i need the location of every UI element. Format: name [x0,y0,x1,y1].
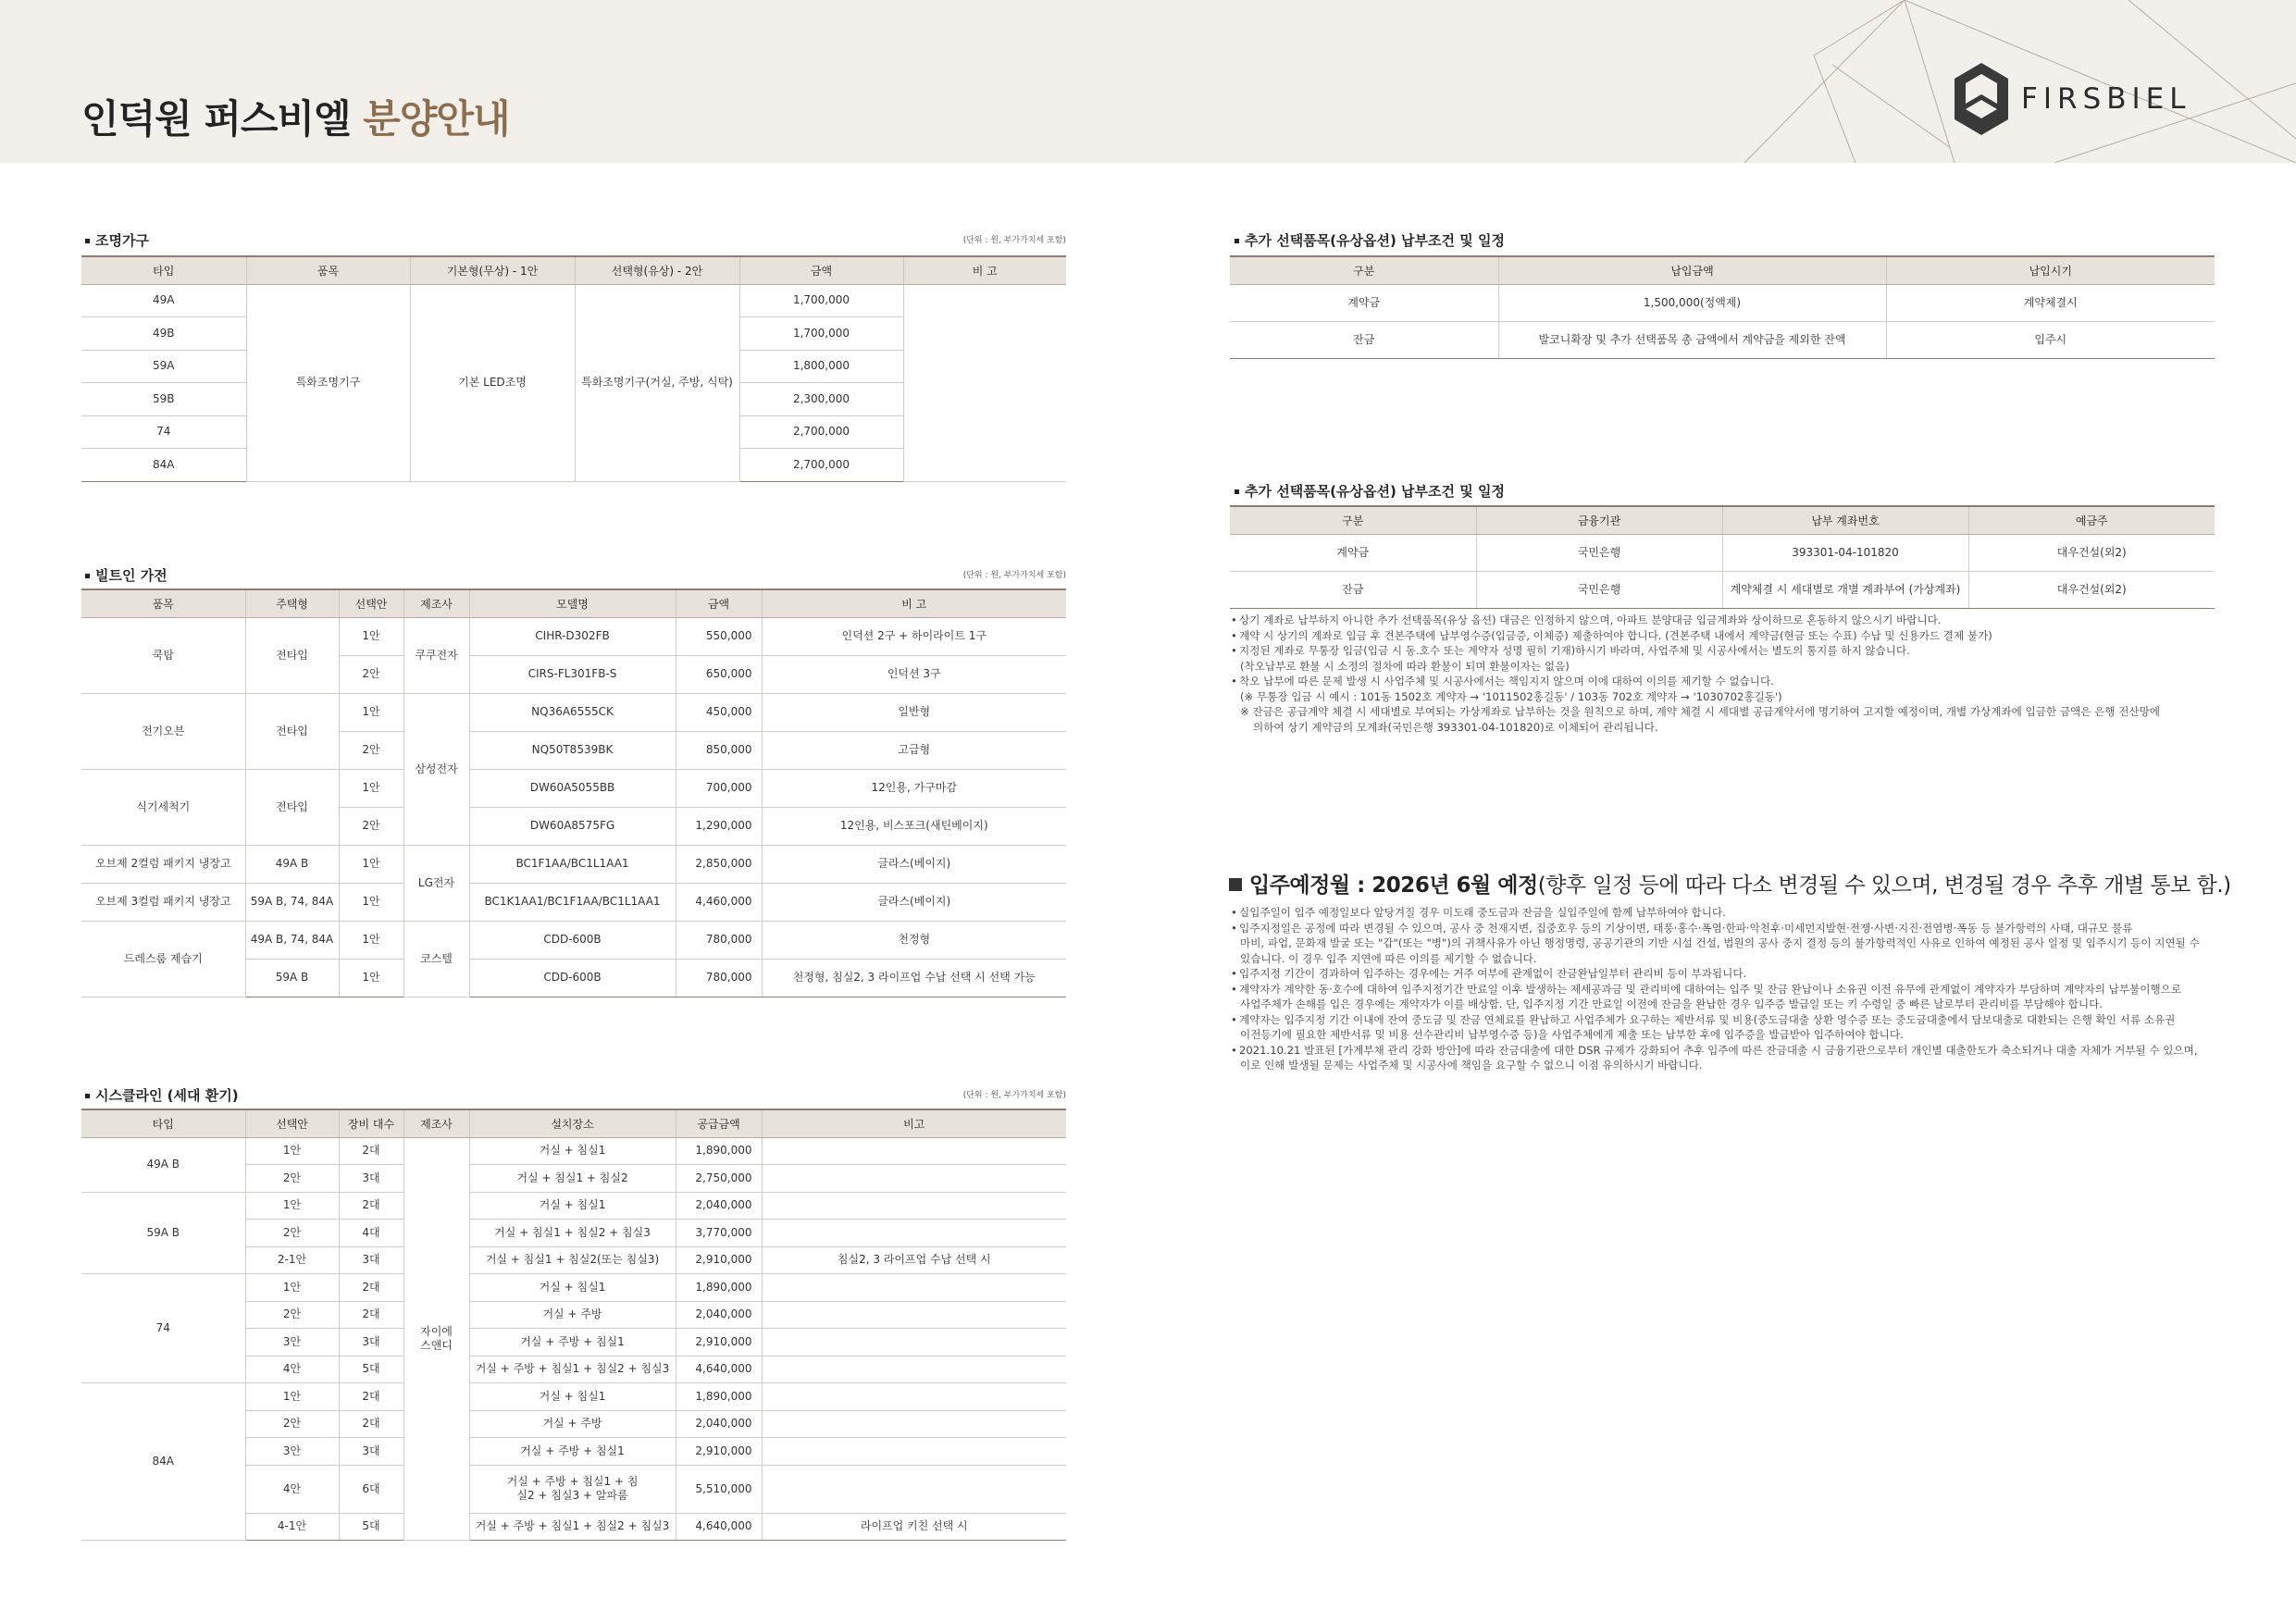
price-cell: 2,910,000 [676,1246,762,1273]
note-cell [762,1164,1066,1192]
model-cell: DW60A5055BB [469,769,676,807]
price-cell: 450,000 [676,693,762,731]
note-item: • 계약자가 계약한 동·호수에 대하여 입주지정기간 만료일 이후 발생하는 제세공과금 및 관리비에 대하여는 입주 및 잔금 완납이나 소유권 이전 유무에 관계없이 계약자가 부담하며 계약자의 납부불이행으로 [1231,982,2215,997]
builtin-table [81,588,1066,997]
price-cell: 2,300,000 [739,382,903,415]
option-cell: 2-1안 [245,1246,339,1273]
price-cell: 2,700,000 [739,415,903,448]
movein-notes [1231,905,2215,1073]
housing-cell: 59A B [245,959,339,997]
note-item: ※ 잔금은 공급계약 체결 시 세대별로 부여되는 가상계좌로 납부하는 것을 원칙으로 하며, 계약 체결 시 세대별 공급계약서에 명기하여 고지할 예정이며, 개별 가상계좌에 입금한 금액은 은행 전산망에 [1240,705,2160,718]
table-header-row [81,589,1066,617]
place-cell: 거실 + 주방 + 침실1 + 침실2 + 침실3 [469,1356,676,1382]
count-cell: 2대 [339,1301,403,1328]
column-header: 선택형(유상) - 2안 [575,256,739,284]
column-header: 기본형(무상) - 1안 [410,256,575,284]
place-cell: 거실 + 주방 [469,1301,676,1328]
table-header-row [81,256,1066,284]
table-row [1230,534,2215,571]
housing-cell: 59A B, 74, 84A [245,883,339,921]
column-header: 선택안 [339,589,403,617]
column-header: 비 고 [903,256,1066,284]
option-cell: 2안 [245,1164,339,1192]
option-cell: 4안 [245,1465,339,1513]
price-cell: 2,910,000 [676,1437,762,1465]
type-cell: 84A [81,1382,245,1540]
count-cell: 4대 [339,1219,403,1246]
model-cell: CDD-600B [469,959,676,997]
type-cell: 84A [81,448,246,481]
column-header: 납부 계좌번호 [1722,506,1968,534]
payment2-table [1230,505,2215,609]
column-header: 납입금액 [1498,256,1886,284]
price-cell: 780,000 [676,959,762,997]
note-item: 이전등기에 필요한 제반서류 및 비용 선수관리비 납부영수증 등)을 사업주체에게 제출 또는 납부한 후에 입주증을 발급받아 입주하여야 합니다. [1240,1028,1904,1041]
column-header: 품목 [81,589,245,617]
option-cell: 1안 [339,921,403,959]
note-cell: 인덕션 3구 [762,655,1066,693]
item-cell: 쿡탑 [81,617,245,693]
option-cell: 1안 [245,1382,339,1410]
note-item: • 실입주일이 입주 예정일보다 앞당겨질 경우 미도래 중도금과 잔금을 실입주일에 함께 납부하여야 합니다. [1231,905,2215,921]
table-row [1230,321,2215,358]
note-cell [762,1437,1066,1465]
column-header: 타입 [81,1109,245,1137]
note-item: • 지정된 계좌로 무통장 입금(입금 시 동.호수 또는 계약자 성명 필히 기재)하시기 바라며, 사업주체 및 시공사에서는 별도의 통지를 하지 않습니다. [1231,643,2215,659]
note-cell [762,1382,1066,1410]
place-cell: 거실 + 주방 + 침실1 + 침실2 + 침실3 [469,1513,676,1540]
price-cell: 2,910,000 [676,1328,762,1356]
bank-cell: 국민은행 [1476,534,1722,571]
place-cell: 거실 + 주방 [469,1410,676,1437]
column-header: 주택형 [245,589,339,617]
place-text: 거실 + 주방 + 침실1 + 침실2 + 침실3 + 알파룸 [506,1475,639,1502]
maker-name: 자이에스앤디 [420,1324,453,1352]
table-row [1230,571,2215,608]
model-cell: DW60A8575FG [469,807,676,845]
table-header-row [81,1109,1066,1137]
note-item: • 착오 납부에 따른 문제 발생 시 사업주체 및 시공사에서는 책임지지 않으며 이에 대하여 이의를 제기할 수 없습니다. [1231,674,2215,689]
price-cell: 1,800,000 [739,350,903,382]
column-header: 공급금액 [676,1109,762,1137]
count-cell: 2대 [339,1192,403,1219]
option-cell: 1안 [339,845,403,883]
when-cell: 입주시 [1886,321,2215,358]
type-cell: 49A B [81,1137,245,1192]
page-title-main: 인덕원 퍼스비엘 [81,96,364,142]
count-cell: 3대 [339,1437,403,1465]
note-cell [762,1465,1066,1513]
count-cell: 2대 [339,1410,403,1437]
table-row [81,617,1066,655]
note-cell [762,1219,1066,1246]
basic-cell: 기본 LED조명 [410,284,575,481]
page-title-accent: 분양안내 [363,96,510,142]
note-item: • 입주지정 기간이 경과하여 입주하는 경우에는 거주 여부에 관계없이 잔금완납일부터 관리비 등이 부과됩니다. [1231,966,2215,982]
price-cell: 1,890,000 [676,1137,762,1164]
type-cell: 59A [81,350,246,382]
note-item: 마비, 파업, 문화재 발굴 또는 "갑"(또는 "병")의 귀책사유가 아닌 행정명령, 공공기관의 기반 시설 건설, 법원의 공사 중지 결정 등의 불가항력적인 사유로 인하여 예정된 공사 일정 및 입주시기 등이 지연될 수 [1240,936,2200,949]
price-cell: 1,890,000 [676,1382,762,1410]
option-cell: 특화조명기구(거실, 주방, 식탁) [575,284,739,481]
brand-logo [1955,63,2191,135]
brand-logo-mark-icon [1955,63,2008,135]
type-cell: 59B [81,382,246,415]
price-cell: 780,000 [676,921,762,959]
option-cell: 2안 [339,731,403,769]
table-row [81,284,1066,316]
table-row [81,883,1066,921]
option-cell: 2안 [339,655,403,693]
amount-cell: 발코니확장 및 추가 선택품목 총 금액에서 계약금을 제외한 잔액 [1498,321,1886,358]
type-cell: 49B [81,316,246,350]
table-row [81,769,1066,807]
count-cell: 3대 [339,1164,403,1192]
option-cell: 1안 [339,769,403,807]
item-cell: 식기세척기 [81,769,245,845]
option-cell: 4-1안 [245,1513,339,1540]
note-item: (착오납부로 환불 시 소정의 절차에 따라 환불이 되며 환불이자는 없음) [1240,659,1570,673]
holder-cell: 대우건설(외2) [1968,534,2215,571]
table-row [81,693,1066,731]
column-header: 비 고 [762,589,1066,617]
note-cell: 글라스(베이지) [762,883,1066,921]
system-section-title: 시스클라인 (세대 환기) [85,1085,239,1105]
column-header: 품목 [246,256,410,284]
table-row [1230,284,2215,321]
note-cell: 라이프업 키친 선택 시 [762,1513,1066,1540]
count-cell: 5대 [339,1356,403,1382]
price-cell: 2,040,000 [676,1301,762,1328]
price-cell: 5,510,000 [676,1465,762,1513]
price-cell: 4,640,000 [676,1513,762,1540]
price-cell: 2,700,000 [739,448,903,481]
type-cell: 59A B [81,1192,245,1273]
note-item: (※ 무통장 입금 시 예시 : 101동 1502호 계약자 → '1011502홍길동' / 103동 702호 계약자 → '1030702홍길동') [1240,689,1782,703]
bank-cell: 국민은행 [1476,571,1722,608]
item-cell: 드레스룸 제습기 [81,921,245,997]
column-header: 금액 [676,589,762,617]
option-cell: 1안 [339,883,403,921]
item-cell: 오브제 2컬럼 패키지 냉장고 [81,845,245,883]
option-cell: 3안 [245,1328,339,1356]
place-cell [469,1465,676,1513]
price-cell: 1,290,000 [676,807,762,845]
payment1-table [1230,255,2215,359]
price-cell: 2,040,000 [676,1410,762,1437]
table-row [81,1192,1066,1219]
column-header: 모델명 [469,589,676,617]
maker-cell [403,1137,469,1540]
column-header: 금액 [739,256,903,284]
page-header [0,0,2296,163]
table-header-row [1230,256,2215,284]
kind-cell: 잔금 [1230,571,1476,608]
price-cell: 1,700,000 [739,284,903,316]
option-cell: 2안 [245,1410,339,1437]
item-cell: 오브제 3컬럼 패키지 냉장고 [81,883,245,921]
note-item: • 계약 시 상기의 계좌로 입금 후 견본주택에 납부영수증(입금증, 이체증) 제출하여야 합니다. (견본주택 내에서 계약금(현금 또는 수표) 수납 및 신용카드 결제 불가) [1231,628,2215,644]
maker-cell: LG전자 [403,845,469,921]
option-cell: 1안 [245,1192,339,1219]
payment2-section-title: 추가 선택품목(유상옵션) 납부조건 및 일정 [1235,481,1505,501]
option-cell: 2안 [339,807,403,845]
note-cell: 천정형 [762,921,1066,959]
column-header: 제조사 [403,1109,469,1137]
column-header: 설치장소 [469,1109,676,1137]
housing-cell: 전타입 [245,693,339,769]
column-header: 타입 [81,256,246,284]
account-cell: 393301-04-101820 [1722,534,1968,571]
movein-title-bold: 입주예정월 : 2026년 6월 예정 [1249,873,1538,898]
option-cell: 3안 [245,1437,339,1465]
amount-cell: 1,500,000(정액제) [1498,284,1886,321]
note-cell: 12인용, 비스포크(새틴베이지) [762,807,1066,845]
column-header: 비고 [762,1109,1066,1137]
note-cell [762,1356,1066,1382]
count-cell: 6대 [339,1465,403,1513]
column-header: 장비 대수 [339,1109,403,1137]
place-cell: 거실 + 침실1 [469,1137,676,1164]
note-item: • 상기 계좌로 납부하지 아니한 추가 선택품목(유상 옵션) 대금은 인정하지 않으며, 아파트 분양대금 입금계좌와 상이하므로 혼동하지 않으시기 바랍니다. [1231,613,2215,628]
note-cell: 인덕션 2구 + 하이라이트 1구 [762,617,1066,655]
lighting-unit-note: (단위 : 원, 부가가치세 포함) [962,236,1066,245]
price-cell: 4,640,000 [676,1356,762,1382]
item-cell: 특화조명기구 [246,284,410,481]
note-cell [762,1192,1066,1219]
brand-logo-text: FIRSBIEL [2021,82,2191,116]
count-cell: 2대 [339,1382,403,1410]
lighting-section-title: 조명가구 [85,230,149,250]
housing-cell: 49A B, 74, 84A [245,921,339,959]
price-cell: 2,750,000 [676,1164,762,1192]
note-cell [762,1301,1066,1328]
type-cell: 49A [81,284,246,316]
note-cell: 고급형 [762,731,1066,769]
option-cell: 2안 [245,1219,339,1246]
note-item: 이로 인해 발생될 문제는 사업주체 및 시공사에 책임을 요구할 수 없으니 이점 유의하시기 바랍니다. [1240,1059,1703,1072]
option-cell: 1안 [245,1137,339,1164]
count-cell: 3대 [339,1328,403,1356]
type-cell: 74 [81,415,246,448]
movein-title-rest: (향후 일정 등에 따라 다소 변경될 수 있으며, 변경될 경우 추후 개별 통보 함.) [1537,873,2231,898]
model-cell: BC1K1AA1/BC1F1AA/BC1L1AA1 [469,883,676,921]
column-header: 구분 [1230,256,1498,284]
type-cell: 74 [81,1273,245,1382]
place-cell: 거실 + 침실1 [469,1273,676,1301]
price-cell: 4,460,000 [676,883,762,921]
place-cell: 거실 + 침실1 + 침실2 [469,1164,676,1192]
note-cell: 12인용, 가구마감 [762,769,1066,807]
lighting-table [81,255,1066,482]
note-item: • 입주지정일은 공정에 따라 변경될 수 있으며, 공사 중 천재지변, 집중호우 등의 기상이변, 태풍·홍수·폭염·한파·악천후·미세먼지발현·전쟁·사변·지진·전염병·폭동 등 불가항력의 사태, 대규모 물류 [1231,921,2215,936]
holder-cell: 대우건설(외2) [1968,571,2215,608]
place-cell: 거실 + 침실1 + 침실2(또는 침실3) [469,1246,676,1273]
note-item: • 2021.10.21 발표된 [가계부채 관리 강화 방안]에 따라 잔금대출에 대한 DSR 규제가 강화되어 추후 입주에 따른 잔금대출 시 금융기관으로부터 개인별 대출한도가 축소되거나 대출 자체가 거부될 수 있으며, [1231,1043,2215,1059]
price-cell: 850,000 [676,731,762,769]
option-cell: 1안 [339,617,403,655]
price-cell: 550,000 [676,617,762,655]
table-header-row [1230,506,2215,534]
place-cell: 거실 + 침실1 + 침실2 + 침실3 [469,1219,676,1246]
square-bullet-icon [1229,878,1242,891]
price-cell: 700,000 [676,769,762,807]
note-cell: 글라스(베이지) [762,845,1066,883]
price-cell: 3,770,000 [676,1219,762,1246]
note-cell [762,1410,1066,1437]
kind-cell: 계약금 [1230,534,1476,571]
column-header: 제조사 [403,589,469,617]
table-row [81,1382,1066,1410]
count-cell: 2대 [339,1273,403,1301]
when-cell: 계약체결시 [1886,284,2215,321]
place-cell: 거실 + 침실1 [469,1382,676,1410]
note-item: 의하여 상기 계약금의 모계좌(국민은행 393301-04-101820)로 이체되어 관리됩니다. [1253,720,1658,734]
housing-cell: 전타입 [245,617,339,693]
maker-cell: 삼성전자 [403,693,469,845]
note-cell [762,1137,1066,1164]
housing-cell: 전타입 [245,769,339,845]
note-cell [762,1328,1066,1356]
account-cell: 계약체결 시 세대별로 개별 계좌부여 (가상계좌) [1722,571,1968,608]
price-cell: 1,700,000 [739,316,903,350]
note-cell [903,284,1066,481]
note-item: • 계약자는 입주지정 기간 이내에 잔여 중도금 및 잔금 연체료를 완납하고 사업주체가 요구하는 제반서류 및 비용(중도금대출 상환 영수증 또는 중도금대출에서 담보대출로 대환되는 은행 확인 서류 소유권 [1231,1012,2215,1028]
model-cell: CIHR-D302FB [469,617,676,655]
payment1-section-title: 추가 선택품목(유상옵션) 납부조건 및 일정 [1235,230,1505,250]
column-header: 예금주 [1968,506,2215,534]
movein-title [1229,868,2231,898]
table-row [81,921,1066,959]
note-cell: 천정형, 침실2, 3 라이프업 수납 선택 시 선택 가능 [762,959,1066,997]
maker-cell: 쿠쿠전자 [403,617,469,693]
count-cell: 5대 [339,1513,403,1540]
note-item: 있습니다. 이 경우 입주 지연에 따른 이의를 제기할 수 없습니다. [1240,951,1537,965]
item-cell: 전기오븐 [81,693,245,769]
count-cell: 2대 [339,1137,403,1164]
table-row [81,1137,1066,1164]
option-cell: 1안 [245,1273,339,1301]
model-cell: NQ36A6555CK [469,693,676,731]
option-cell: 1안 [339,693,403,731]
column-header: 선택안 [245,1109,339,1137]
place-cell: 거실 + 주방 + 침실1 [469,1437,676,1465]
system-table [81,1109,1066,1541]
builtin-unit-note: (단위 : 원, 부가가치세 포함) [962,571,1066,580]
table-row [81,1273,1066,1301]
model-cell: CIRS-FL301FB-S [469,655,676,693]
kind-cell: 잔금 [1230,321,1498,358]
note-item: 사업주체가 손해를 입은 경우에는 계약자가 이를 배상함. 단, 입주지정 기간 만료일 이전에 잔금을 완납한 경우 입주증 발급일 또는 키 수령일 중 빠른 날로부터 관리비를 부담해야 합니다. [1240,997,2103,1010]
kind-cell: 계약금 [1230,284,1498,321]
builtin-section-title: 빌트인 가전 [85,565,168,585]
system-unit-note: (단위 : 원, 부가가치세 포함) [962,1091,1066,1100]
model-cell: NQ50T8539BK [469,731,676,769]
option-cell: 4안 [245,1356,339,1382]
price-cell: 650,000 [676,655,762,693]
model-cell: BC1F1AA/BC1L1AA1 [469,845,676,883]
column-header: 납입시기 [1886,256,2215,284]
page-title [81,89,510,144]
price-cell: 2,850,000 [676,845,762,883]
price-cell: 1,890,000 [676,1273,762,1301]
housing-cell: 49A B [245,845,339,883]
place-cell: 거실 + 주방 + 침실1 [469,1328,676,1356]
column-header: 금융기관 [1476,506,1722,534]
note-cell: 침실2, 3 라이프업 수납 선택 시 [762,1246,1066,1273]
model-cell: CDD-600B [469,921,676,959]
option-cell: 2안 [245,1301,339,1328]
payment-notes [1231,613,2215,735]
note-cell: 일반형 [762,693,1066,731]
price-cell: 2,040,000 [676,1192,762,1219]
place-cell: 거실 + 침실1 [469,1192,676,1219]
column-header: 구분 [1230,506,1476,534]
count-cell: 3대 [339,1246,403,1273]
table-row [81,845,1066,883]
option-cell: 1안 [339,959,403,997]
maker-cell: 코스텔 [403,921,469,997]
note-cell [762,1273,1066,1301]
